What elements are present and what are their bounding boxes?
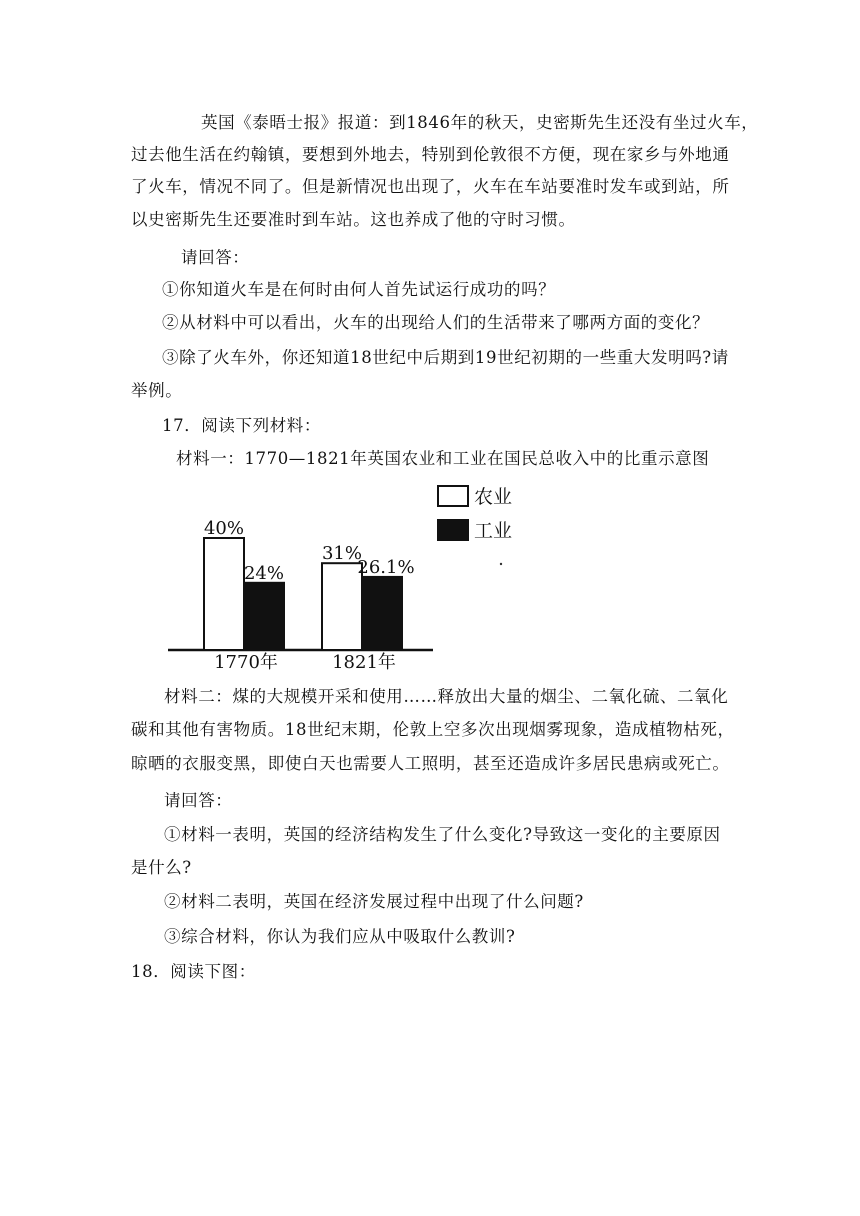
legend-swatch-agriculture <box>438 486 468 506</box>
question-line: 举例。 <box>131 381 183 400</box>
question-line: ③除了火车外，你还知道18世纪中后期到19世纪初期的一些重大发明吗?请 <box>162 348 729 367</box>
bar-industry <box>244 583 284 650</box>
section-heading: 17．阅读下列材料： <box>162 416 321 435</box>
question-line: ②材料二表明，英国在经济发展过程中出现了什么问题? <box>164 892 584 911</box>
paragraph-line: 碳和其他有害物质。18世纪末期，伦敦上空多次出现烟雾现象，造成植物枯死， <box>131 720 735 739</box>
bar-agriculture <box>204 538 244 650</box>
bar-chart <box>168 478 548 678</box>
question-line: ③综合材料，你认为我们应从中吸取什么教训? <box>164 927 516 946</box>
legend-label: 工业 <box>474 520 513 542</box>
category-label: 1821年 <box>332 652 396 673</box>
paragraph-line: 英国《泰晤士报》报道：到1846年的秋天，史密斯先生还没有坐过火车， <box>201 113 759 132</box>
category-label: 1770年 <box>214 652 278 673</box>
paragraph-line: 材料二：煤的大规模开采和使用……释放出大量的烟尘、二氧化硫、二氧化 <box>164 687 729 706</box>
paragraph-line: 晾晒的衣服变黑，即使白天也需要人工照明，甚至还造成许多居民患病或死亡。 <box>131 754 730 773</box>
data-label: 40% <box>203 518 245 539</box>
legend-swatch-industry <box>438 520 468 540</box>
legend-label: 农业 <box>474 486 513 508</box>
material-title: 材料一：1770—1821年英国农业和工业在国民总收入中的比重示意图 <box>176 449 710 468</box>
data-label: 26.1% <box>357 556 415 578</box>
paragraph-line: 以史密斯先生还要准时到车站。这也养成了他的守时习惯。 <box>131 210 576 229</box>
prompt-line: 请回答： <box>181 248 250 267</box>
data-label: 24% <box>243 562 285 584</box>
question-line: 是什么? <box>131 858 192 877</box>
bar-agriculture <box>322 563 362 650</box>
prompt-line: 请回答： <box>164 791 233 810</box>
question-line: ①材料一表明，英国的经济结构发生了什么变化?导致这一变化的主要原因 <box>164 825 721 844</box>
paragraph-line: 了火车，情况不同了。但是新情况也出现了，火车在车站要准时发车或到站，所 <box>131 177 730 196</box>
question-line: ②从材料中可以看出，火车的出现给人们的生活带来了哪两方面的变化？ <box>162 313 710 332</box>
question-line: ①你知道火车是在何时由何人首先试运行成功的吗？ <box>162 280 556 299</box>
data-label: 31% <box>321 543 363 565</box>
stray-dot <box>500 563 502 565</box>
paragraph-line: 过去他生活在约翰镇，要想到外地去，特别到伦敦很不方便，现在家乡与外地通 <box>131 145 730 164</box>
bar-industry <box>362 577 402 650</box>
section-heading: 18．阅读下图： <box>131 962 256 981</box>
